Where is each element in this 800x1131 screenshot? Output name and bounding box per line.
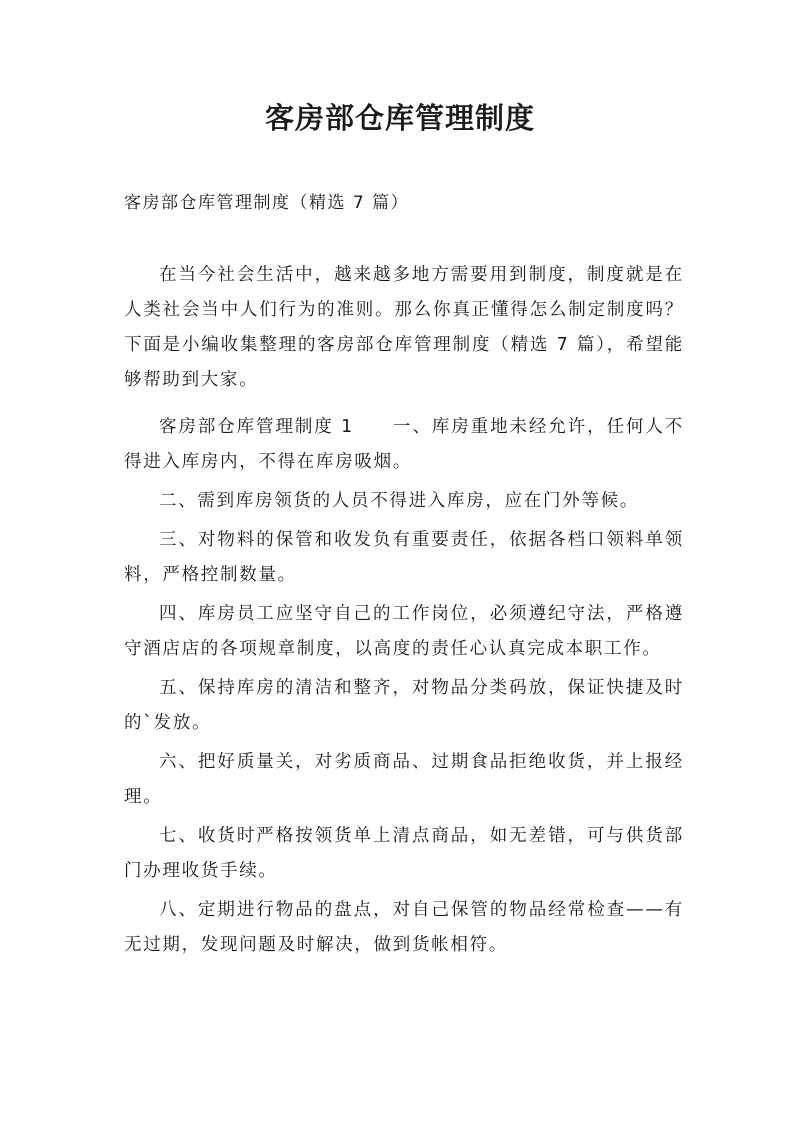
rule-paragraph-7: 七、收货时严格按领货单上清点商品，如无差错，可与供货部门办理收货手续。 xyxy=(124,826,684,881)
document-body xyxy=(124,258,684,967)
rule-paragraph-2: 二、需到库房领货的人员不得进入库房，应在门外等候。 xyxy=(159,491,639,511)
rule-paragraph-4: 四、库房员工应坚守自己的工作岗位，必须遵纪守法，严格遵守酒店店的各项规章制度，以高度的责任心认真完成本职工作。 xyxy=(124,604,684,659)
rule-paragraph-3: 三、对物料的保管和收发负有重要责任，依据各档口领料单领料，严格控制数量。 xyxy=(124,530,684,585)
rule-paragraph-1: 客房部仓库管理制度 1 一、库房重地未经允许，任何人不得进入库房内，不得在库房吸烟。 xyxy=(124,417,684,472)
intro-paragraph: 在当今社会生活中，越来越多地方需要用到制度，制度就是在人类社会当中人们行为的准则。那么你真正懂得怎么制定制度吗？下面是小编收集整理的客房部仓库管理制度（精选 7 篇），希望能够帮助到大家。 xyxy=(124,265,684,390)
document-title: 客房部仓库管理制度 xyxy=(264,101,535,135)
rule-paragraph-8: 八、定期进行物品的盘点，对自己保管的物品经常检查——有无过期，发现问题及时解决，做到货帐相符。 xyxy=(124,900,684,955)
rule-paragraph-6: 六、把好质量关，对劣质商品、过期食品拒绝收货，并上报经理。 xyxy=(124,752,684,807)
document-subtitle: 客房部仓库管理制度（精选 7 篇） xyxy=(124,193,410,213)
rule-paragraph-5: 五、保持库房的清洁和整齐，对物品分类码放，保证快捷及时的`发放。 xyxy=(124,678,684,733)
